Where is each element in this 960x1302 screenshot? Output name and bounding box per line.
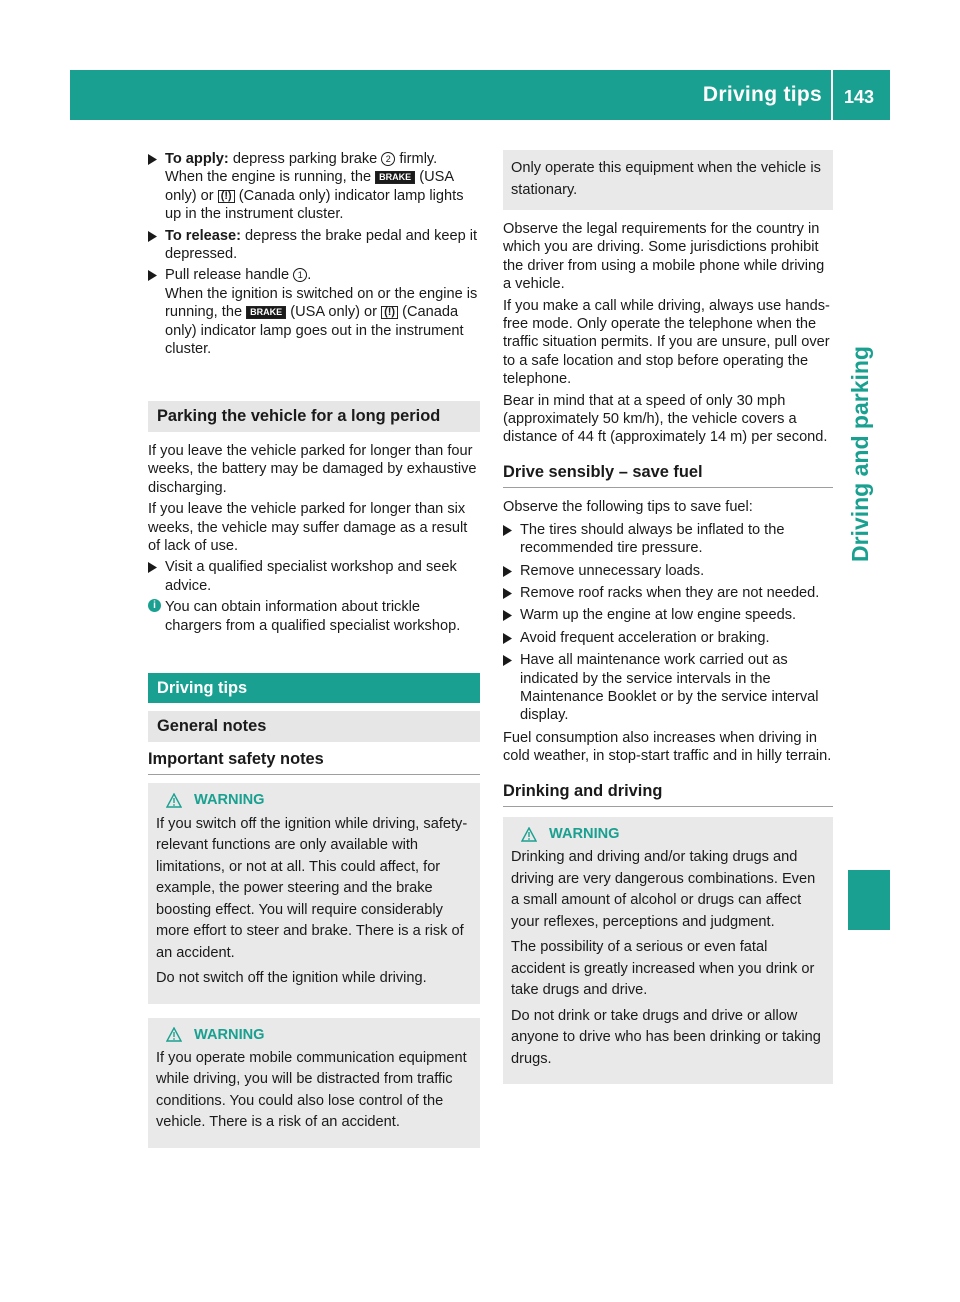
note-box-stationary: Only operate this equipment when the vehicle is stationary. bbox=[503, 150, 833, 210]
info-note: i You can obtain information about trickle chargers from a qualified specialist workshop. bbox=[148, 598, 480, 635]
section-heading-driving-tips: Driving tips bbox=[148, 673, 480, 703]
step-visit-workshop: Visit a qualified specialist workshop and seek advice. bbox=[148, 558, 480, 595]
paragraph-speed: Bear in mind that at a speed of only 30 mph (approximately 50 km/h), the vehicle covers a distance of 44 ft (approximately 14 m) per second. bbox=[503, 392, 828, 446]
fuel-step: Remove roof racks when they are not needed. bbox=[503, 584, 833, 602]
warning-triangle-icon bbox=[166, 793, 182, 808]
header-separator bbox=[831, 70, 833, 120]
step-apply: To apply: depress parking brake 2 firmly. When the engine is running, the BRAKE (USA only) or (!) (Canada only) indicator lamp lights up in the instrument cluster. bbox=[148, 150, 480, 224]
paragraph-hands-free: If you make a call while driving, always use hands-free mode. Only operate the telephone when the traffic situation permits. If you are unsure, pull over to a safe location and stop before operating the telephone. bbox=[503, 297, 830, 388]
fuel-paragraph: Fuel consumption also increases when driving in cold weather, in stop-start traffic and in hilly terrain. bbox=[503, 729, 832, 765]
fuel-steps-list bbox=[503, 521, 833, 725]
arrow-icon bbox=[503, 629, 515, 644]
arrow-icon bbox=[503, 606, 515, 621]
subheading-safety: Important safety notes bbox=[148, 746, 480, 775]
subheading-drinking: Drinking and driving bbox=[503, 778, 833, 807]
fuel-step: Warm up the engine at low engine speeds. bbox=[503, 606, 833, 624]
warning-triangle-icon bbox=[521, 827, 537, 842]
warning-triangle-icon bbox=[166, 1027, 182, 1042]
info-icon: i bbox=[148, 599, 161, 612]
paragraph-legal: Observe the legal requirements for the country in which you are driving. Some jurisdictions prohibit the driver from using a mobile phone while driving a vehicle. bbox=[503, 221, 825, 293]
callout-2: 2 bbox=[381, 152, 395, 166]
arrow-icon bbox=[503, 651, 515, 666]
arrow-icon bbox=[503, 584, 515, 599]
step-pull: Pull release handle 1 . When the ignition is switched on or the engine is running, the BRAKE (USA only) or (!) (Canada only) indicator lamp goes out in the instrument cluster. bbox=[148, 266, 480, 358]
subheading-save-fuel: Drive sensibly – save fuel bbox=[503, 459, 833, 488]
callout-1: 1 bbox=[293, 268, 307, 282]
parking-brake-canada-icon: (!) bbox=[218, 190, 235, 203]
warning-box-ignition: WARNING If you switch off the ignition while driving, safety-relevant functions are only available with limitations, or not at all. This could affect, for example, the power steering and the brake boosting effect. You will require considerably more effort to steer and brake. There is a risk of an accident. Do not switch off the ignition while driving. bbox=[148, 783, 480, 1003]
parking-brake-canada-icon: (!) bbox=[381, 306, 398, 319]
arrow-icon bbox=[148, 266, 160, 281]
parking-paragraph-1: If you leave the vehicle parked for longer than four weeks, the battery may be damaged by exhaustive discharging. bbox=[148, 442, 477, 496]
arrow-icon bbox=[148, 558, 160, 573]
warning-box-drinking: WARNING Drinking and driving and/or taking drugs and driving are very dangerous combinations. Even a small amount of alcohol or drugs can affect your reflexes, perceptions and judgment. The possibility of a serious or even fatal accident is greatly increased when you drink or take drugs and drive. Do not drink or take drugs and drive or allow anyone to drive who has been drinking or taking drugs. bbox=[503, 817, 833, 1084]
arrow-icon bbox=[503, 562, 515, 577]
parking-paragraph-2: If you leave the vehicle parked for longer than six weeks, the vehicle may suffer damage as a result of lack of use. bbox=[148, 501, 468, 554]
side-tab-label: Driving and parking bbox=[847, 346, 873, 562]
fuel-step: The tires should always be inflated to the recommended tire pressure. bbox=[503, 521, 833, 558]
arrow-icon bbox=[503, 521, 515, 536]
arrow-icon bbox=[148, 150, 160, 165]
side-tab-block bbox=[848, 870, 890, 930]
page-title: Driving tips bbox=[702, 83, 822, 106]
step-release: To release: depress the brake pedal and keep it depressed. bbox=[148, 227, 480, 264]
warning-title: WARNING bbox=[156, 791, 472, 809]
warning-title: WARNING bbox=[511, 825, 825, 843]
fuel-step: Have all maintenance work carried out as indicated by the service intervals in the Maintenance Booklet or by the service interval display. bbox=[503, 651, 833, 725]
page-number: 143 bbox=[844, 87, 875, 107]
left-column bbox=[148, 150, 480, 1148]
section-heading-general-notes: General notes bbox=[148, 711, 480, 741]
brake-icon: BRAKE bbox=[246, 306, 286, 319]
warning-box-mobile: WARNING If you operate mobile communication equipment while driving, you will be distracted from traffic conditions. You could also lose control of the vehicle. There is a risk of an accident. bbox=[148, 1018, 480, 1148]
fuel-step: Remove unnecessary loads. bbox=[503, 562, 833, 580]
arrow-icon bbox=[148, 227, 160, 242]
fuel-step: Avoid frequent acceleration or braking. bbox=[503, 629, 833, 647]
fuel-intro: Observe the following tips to save fuel: bbox=[503, 499, 753, 516]
brake-icon: BRAKE bbox=[375, 171, 415, 184]
section-heading-parking: Parking the vehicle for a long period bbox=[148, 401, 480, 431]
right-column bbox=[503, 150, 833, 1084]
warning-title: WARNING bbox=[156, 1026, 472, 1044]
